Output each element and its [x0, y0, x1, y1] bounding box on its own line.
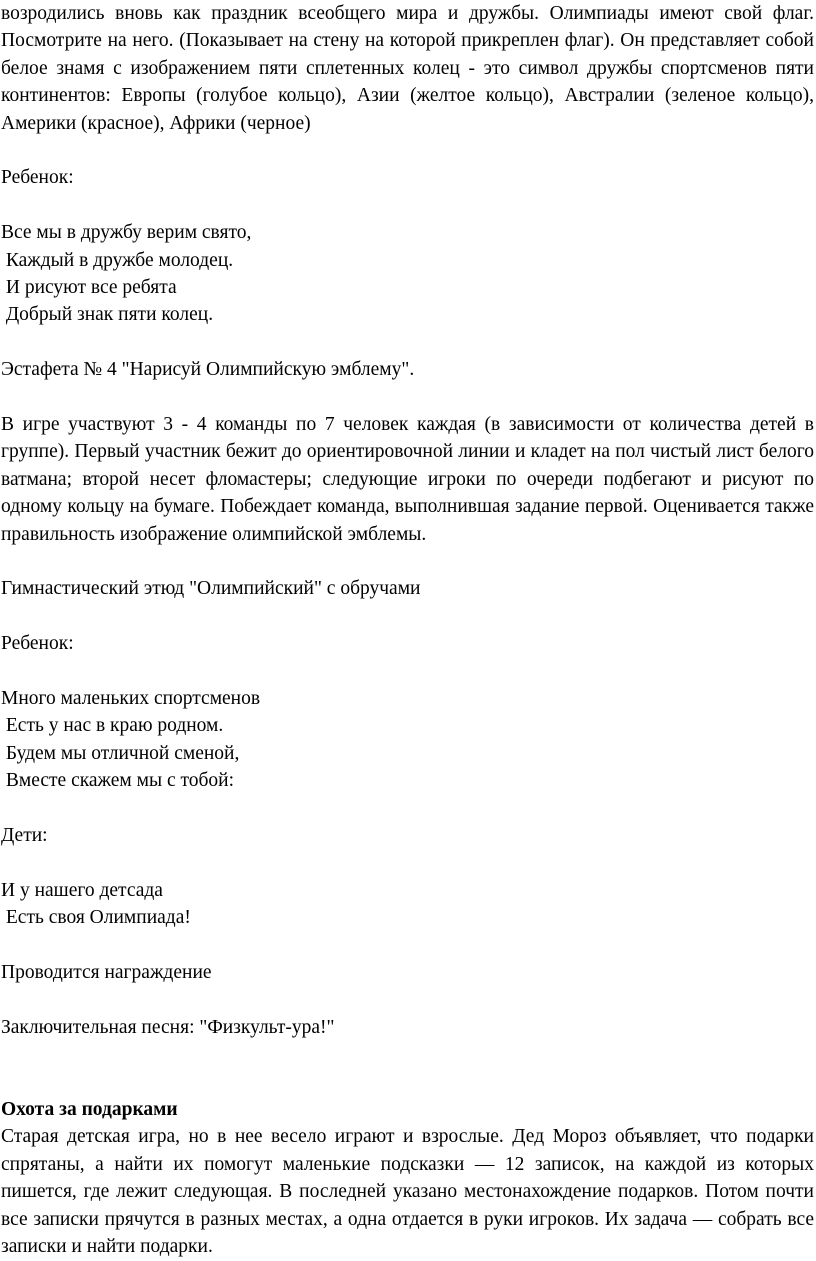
blank-line	[1, 932, 814, 959]
section-heading: Охота за подарками	[1, 1099, 178, 1121]
blank-line	[1, 658, 814, 685]
poem-line: И у нашего детсада	[1, 879, 163, 901]
poem-line: Добрый знак пяти колец.	[1, 304, 214, 326]
blank-line	[1, 1041, 814, 1096]
blank-line	[1, 548, 814, 575]
poem-line: И рисуют все ребята	[1, 277, 177, 299]
poem-line: Есть у нас в краю родном.	[1, 715, 224, 737]
speaker-label-child: Ребенок:	[1, 167, 74, 189]
speaker-label-children: Дети:	[1, 825, 48, 847]
poem-kindergarten	[1, 877, 814, 932]
poem-friendship	[1, 219, 814, 329]
blank-line	[1, 603, 814, 630]
poem-line: Каждый в дружбе молодец.	[1, 249, 234, 271]
poem-line: Много маленьких спортсменов	[1, 688, 261, 710]
poem-line: Есть своя Олимпиада!	[1, 907, 191, 929]
awarding-line: Проводится награждение	[1, 962, 212, 984]
speaker-label-child: Ребенок:	[1, 633, 74, 655]
blank-line	[1, 986, 814, 1013]
relay-title: Эстафета № 4 "Нарисуй Олимпийскую эмблему".	[1, 359, 415, 381]
blank-line	[1, 192, 814, 219]
poem-line: Будем мы отличной сменой,	[1, 742, 240, 764]
final-song-line: Заключительная песня: "Физкульт-ура!"	[1, 1016, 335, 1038]
blank-line	[1, 137, 814, 164]
poem-sportsmen	[1, 685, 814, 795]
poem-line: Все мы в дружбу верим свято,	[1, 222, 252, 244]
intro-paragraph: возродились вновь как праздник всеобщего мира и дружбы. Олимпиады имеют свой флаг. Посмотрите на него. (Показывает на стену на которой прикреплен флаг). Он представляет собой белое знамя с изображением пяти сплетенных колец - это символ дружбы спортсменов пяти континентов: Европы (голубое кольцо), Азии (желтое кольцо), Австралии (зеленое кольцо), Америки (красное), Африки (черное)	[1, 3, 814, 134]
blank-line	[1, 384, 814, 411]
hunt-paragraph: Старая детская игра, но в нее весело играют и взрослые. Дед Мороз объявляет, что подарки спрятаны, а найти их помогут маленькие подсказки — 12 записок, на каждой из которых пишется, где лежит следующая. В последней указано местонахождение подарков. Потом почти все записки прячутся в разных местах, а одна отдается в руки игроков. Их задача — собрать все записки и найти подарки.	[1, 1126, 814, 1258]
blank-line	[1, 329, 814, 356]
blank-line	[1, 795, 814, 822]
etude-title: Гимнастический этюд "Олимпийский" с обручами	[1, 578, 421, 600]
blank-line	[1, 849, 814, 876]
relay-paragraph: В игре участвуют 3 - 4 команды по 7 человек каждая (в зависимости от количества детей в группе). Первый участник бежит до ориентировочной линии и кладет на пол чистый лист белого ватмана; второй несет фломастеры; следующие игроки по очереди подбегают и рисуют по одному кольцу на бумаге. Побеждает команда, выполнившая задание первой. Оценивается также правильность изображение олимпийской эмблемы.	[1, 414, 814, 545]
poem-line: Вместе скажем мы с тобой:	[1, 770, 235, 792]
